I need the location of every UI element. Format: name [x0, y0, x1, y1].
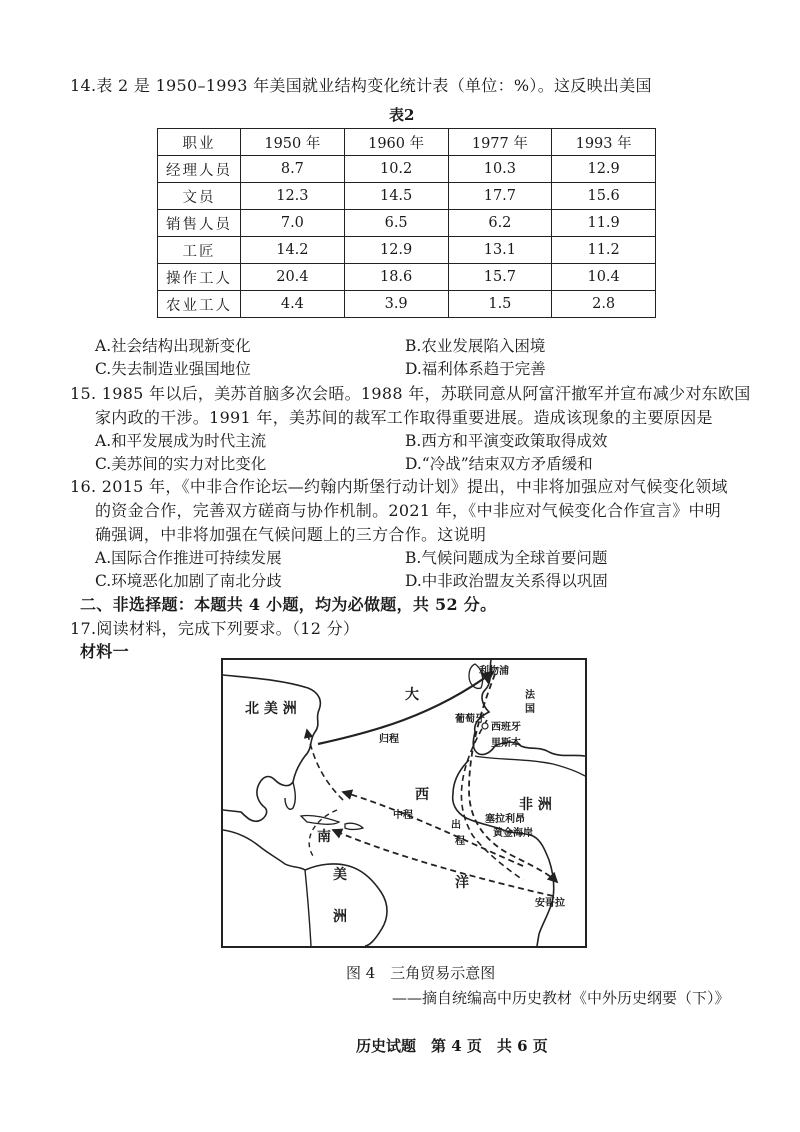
map-caption: 图 4 三角贸易示意图	[346, 964, 496, 982]
table-cell: 1.5	[448, 291, 552, 318]
africa-label: 非 洲	[519, 797, 552, 813]
table-cell: 13.1	[448, 237, 552, 264]
table-row	[158, 291, 656, 318]
table-cell: 10.2	[344, 156, 448, 183]
table-cell: 14.2	[241, 237, 345, 264]
material-label: 材料一	[80, 642, 129, 661]
q15-stem-line2: 家内政的干涉。1991 年，美苏间的裁军工作取得重要进展。造成该现象的主要原因是	[95, 408, 713, 427]
table-header-row	[158, 129, 656, 156]
q15-stem-line1: 15. 1985 年以后，美苏首脑多次会晤。1988 年，苏联同意从阿富汗撤军并宣布减少对东欧国	[70, 384, 751, 403]
north-america-coast	[223, 675, 320, 821]
table-row	[158, 264, 656, 291]
portugal-label: 葡萄牙	[455, 714, 485, 725]
table-cell: 11.9	[552, 210, 656, 237]
employment-table	[157, 128, 656, 318]
row-label: 文员	[158, 183, 241, 210]
france-label-guo: 国	[525, 704, 535, 715]
row-label: 农业工人	[158, 291, 241, 318]
gold-coast-label: 黄金海岸	[493, 828, 533, 839]
table-header-cell: 1993 年	[552, 129, 656, 156]
africa-coast	[453, 760, 554, 946]
q16-stem-line2: 的资金合作，完善双方磋商与协作机制。2021 年，《中非应对气候变化合作宣言》中明	[95, 501, 722, 520]
row-label: 工匠	[158, 237, 241, 264]
middle-passage-route-2	[333, 830, 553, 896]
outbound-label-2: 程	[455, 836, 465, 847]
north-america-label: 北 美 洲	[245, 701, 297, 717]
angola-label: 安哥拉	[535, 898, 565, 909]
ocean-label-xi: 西	[415, 787, 429, 803]
table-title: 表2	[389, 106, 415, 124]
q15-option-d[interactable]: D.“冷战”结束双方矛盾缓和	[405, 455, 593, 473]
table-cell: 12.3	[241, 183, 345, 210]
q14-option-d[interactable]: D.福利体系趋于完善	[405, 360, 546, 378]
south-america-west-coast	[305, 870, 311, 946]
table-cell: 8.7	[241, 156, 345, 183]
q14-stem: 14.表 2 是 1950–1993 年美国就业结构变化统计表（单位：%）。这反映出美国	[70, 76, 652, 95]
table-cell: 10.4	[552, 264, 656, 291]
table-cell: 17.7	[448, 183, 552, 210]
table-cell: 12.9	[552, 156, 656, 183]
q14-option-a[interactable]: A.社会结构出现新变化	[95, 337, 251, 355]
row-label: 经理人员	[158, 156, 241, 183]
table-cell: 6.5	[344, 210, 448, 237]
row-label: 操作工人	[158, 264, 241, 291]
liverpool-label: 利物浦	[479, 666, 509, 677]
table-cell: 6.2	[448, 210, 552, 237]
q15-option-a[interactable]: A.和平发展成为时代主流	[95, 432, 267, 450]
africa-north-coast	[475, 756, 585, 776]
return-route-label: 归程	[379, 734, 399, 745]
return-route	[318, 672, 493, 744]
q16-option-d[interactable]: D.中非政治盟友关系得以巩固	[405, 572, 608, 590]
map-source: ——摘自统编高中历史教材《中外历史纲要（下）》	[392, 989, 730, 1007]
table-cell: 7.0	[241, 210, 345, 237]
ocean-label-da: 大	[405, 687, 419, 703]
q16-option-a[interactable]: A.国际合作推进可持续发展	[95, 549, 282, 567]
section-heading: 二、非选择题：本题共 4 小题，均为必做题，共 52 分。	[80, 595, 497, 614]
table-row	[158, 210, 656, 237]
table-cell: 2.8	[552, 291, 656, 318]
middle-passage-label: 中程	[393, 810, 413, 821]
q16-option-c[interactable]: C.环境恶化加剧了南北分歧	[95, 572, 282, 590]
ocean-label-yang: 洋	[455, 875, 469, 891]
q16-option-b[interactable]: B.气候问题成为全球首要问题	[405, 549, 608, 567]
table-row	[158, 237, 656, 264]
table-header-cell: 职业	[158, 129, 241, 156]
q14-option-b[interactable]: B.农业发展陷入困境	[405, 337, 546, 355]
outbound-route	[469, 674, 557, 882]
outbound-label-1: 出	[451, 820, 461, 831]
table-header-cell: 1977 年	[448, 129, 552, 156]
table-cell: 14.5	[344, 183, 448, 210]
spain-label: 西班牙	[491, 722, 521, 733]
q14-option-c[interactable]: C.失去制造业强国地位	[95, 360, 251, 378]
triangle-trade-map	[221, 658, 587, 948]
table-row	[158, 156, 656, 183]
table-header-cell: 1950 年	[241, 129, 345, 156]
table-cell: 12.9	[344, 237, 448, 264]
central-america-coast	[223, 830, 305, 870]
south-america-label-mei: 美	[333, 867, 347, 883]
q16-stem-line3: 确强调，中非将加强在气候问题上的三方合作。这说明	[95, 525, 487, 544]
table-header-cell: 1960 年	[344, 129, 448, 156]
table-cell: 20.4	[241, 264, 345, 291]
q17-stem: 17.阅读材料，完成下列要求。（12 分）	[70, 619, 360, 638]
page-footer: 历史试题 第 4 页 共 6 页	[356, 1037, 548, 1055]
hispaniola-island	[345, 823, 363, 829]
table-cell: 15.7	[448, 264, 552, 291]
q15-option-b[interactable]: B.西方和平演变政策取得成效	[405, 432, 608, 450]
q16-stem-line1: 16. 2015 年，《中非合作论坛—约翰内斯堡行动计划》提出，中非将加强应对气候变化领域	[70, 477, 728, 496]
q15-option-c[interactable]: C.美苏间的实力对比变化	[95, 455, 267, 473]
table-cell: 11.2	[552, 237, 656, 264]
table-cell: 15.6	[552, 183, 656, 210]
table-cell: 10.3	[448, 156, 552, 183]
south-america-label-nan: 南	[317, 829, 331, 845]
row-label: 销售人员	[158, 210, 241, 237]
sierra-leone-label: 塞拉利昂	[485, 814, 525, 825]
lisbon-label: 里斯本	[491, 738, 521, 749]
south-america-label-zhou: 洲	[333, 909, 347, 925]
table-cell: 3.9	[344, 291, 448, 318]
table-cell: 4.4	[241, 291, 345, 318]
france-label-fa: 法	[525, 690, 535, 701]
table-cell: 18.6	[344, 264, 448, 291]
table-row	[158, 183, 656, 210]
